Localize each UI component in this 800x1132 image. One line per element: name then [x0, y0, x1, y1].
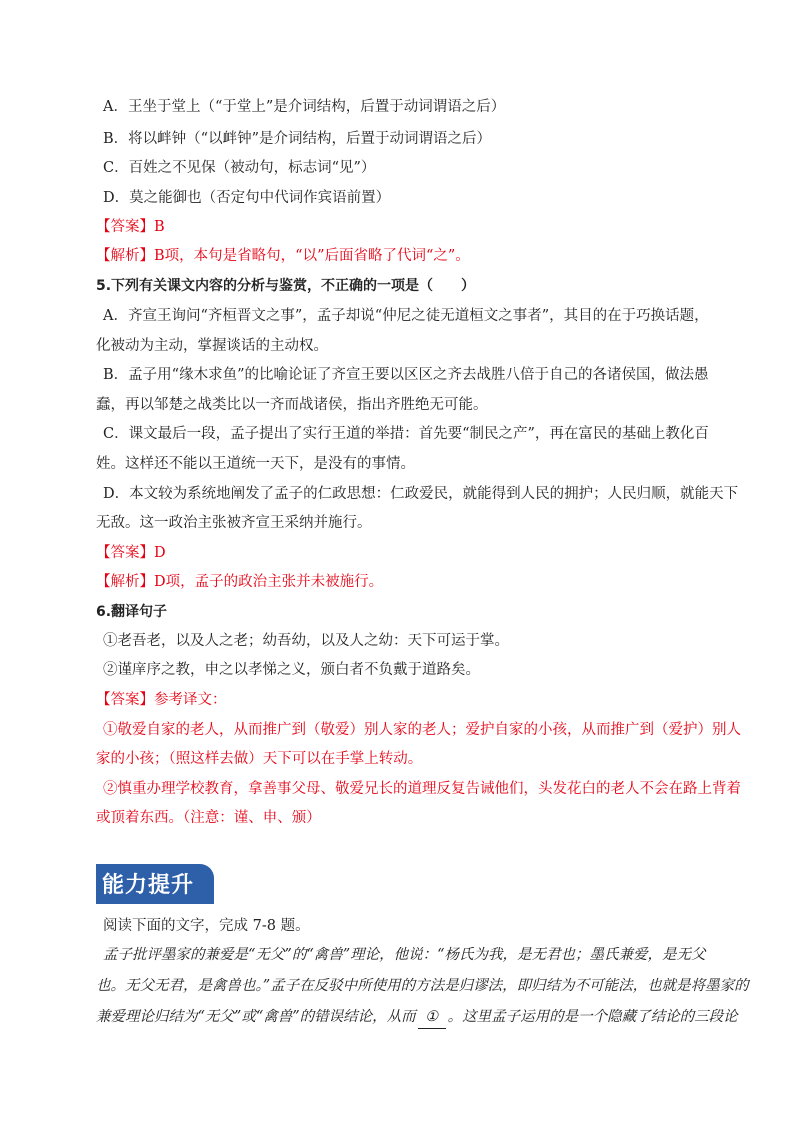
- reading-paragraph-line2: 也。无父无君，是禽兽也。”孟子在反驳中所使用的方法是归谬法，即归结为不可能法，也就是将墨家的: [96, 978, 749, 994]
- answer-value: 参考译文：: [154, 692, 227, 708]
- q4-analysis: [96, 245, 470, 267]
- reading-text-before-blank: 兼爱理论归结为“无父”或“禽兽”的错误结论，从而: [96, 1009, 416, 1025]
- q6-translation-1-line1: ①敬爱自家的老人，从而推广到（敬爱）别人家的老人；爱护自家的小孩，从而推广到（爱护）别人: [103, 722, 741, 738]
- q6-sentence-2: ②谨庠序之教，申之以孝悌之义，颁白者不负戴于道路矣。: [103, 662, 480, 678]
- reading-intro: 阅读下面的文字，完成 7-8 题。: [103, 918, 310, 934]
- reading-text-after-blank: 。这里孟子运用的是一个隐藏了结论的三段论: [447, 1009, 738, 1025]
- analysis-label: 【解析】: [96, 574, 154, 590]
- q4-option-d: D．莫之能御也（否定句中代词作宾语前置）: [103, 190, 391, 206]
- q5-analysis: [96, 571, 383, 593]
- answer-label: 【答案】: [96, 219, 154, 235]
- q6-sentence-1: ①老吾老，以及人之老；幼吾幼，以及人之幼：天下可运于掌。: [103, 633, 509, 649]
- analysis-label: 【解析】: [96, 248, 154, 264]
- fill-in-blank: ①: [418, 1006, 446, 1029]
- q5-option-b-line1: B．孟子用“缘木求鱼”的比喻论证了齐宣王要以区区之齐去战胜八倍于自己的各诸侯国，做法愚: [103, 367, 709, 383]
- q6-translation-2-line1: ②慎重办理学校教育，拿善事父母、敬爱兄长的道理反复告诫他们，头发花白的老人不会在路上背着: [103, 781, 741, 797]
- answer-label: 【答案】: [96, 545, 154, 561]
- q6-translation-2-line2: 或顶着东西。（注意：谨、申、颁）: [96, 810, 321, 826]
- q5-answer: [96, 542, 166, 564]
- reading-paragraph-line3: [96, 1006, 738, 1029]
- q4-option-a: A．王坐于堂上（“于堂上”是介词结构，后置于动词谓语之后）: [103, 99, 506, 115]
- q5-option-a-line2: 化被动为主动，掌握谈话的主动权。: [96, 338, 328, 354]
- q5-option-c-line1: C．课文最后一段，孟子提出了实行王道的举措：首先要“制民之产”，再在富民的基础上教化百: [103, 426, 709, 442]
- q4-option-b: B．将以衅钟（“以衅钟”是介词结构，后置于动词谓语之后）: [103, 131, 491, 147]
- section-header: [96, 864, 214, 904]
- analysis-text: D项，孟子的政治主张并未被施行。: [154, 574, 384, 590]
- q6-translation-1-line2: 家的小孩；（照这样去做）天下可以在手掌上转动。: [96, 751, 423, 767]
- q5-option-a-line1: A．齐宣王询问“齐桓晋文之事”，孟子却说“仲尼之徒无道桓文之事者”，其目的在于巧换话题，: [103, 308, 709, 324]
- answer-value: B: [154, 219, 165, 235]
- answer-value: D: [154, 545, 166, 561]
- answer-label: 【答案】: [96, 692, 154, 708]
- q5-option-c-line2: 姓。这样还不能以王道统一天下，是没有的事情。: [96, 456, 415, 472]
- q4-answer: [96, 216, 165, 238]
- q5-option-d-line1: D．本文较为系统地阐发了孟子的仁政思想：仁政爱民，就能得到人民的拥护；人民归顺，就能天下: [103, 486, 739, 502]
- analysis-text: B项，本句是省略句，“以”后面省略了代词“之”。: [154, 248, 470, 264]
- q5-option-b-line2: 蠢，再以邹楚之战类比以一齐而战诸侯，指出齐胜绝无可能。: [96, 397, 488, 413]
- q5-option-d-line2: 无敌。这一政治主张被齐宣王采纳并施行。: [96, 515, 372, 531]
- q5-question: 5.下列有关课文内容的分析与鉴赏，不正确的一项是（ ）: [96, 278, 476, 294]
- q4-option-c: C．百姓之不见保（被动句，标志词“见”）: [103, 160, 376, 176]
- q6-question: 6.翻译句子: [96, 604, 168, 620]
- reading-paragraph-line1: 孟子批评墨家的兼爱是“无父”的“禽兽”理论，他说：“杨氏为我，是无君也；墨氏兼爱，是无父: [103, 947, 706, 963]
- q6-answer: [96, 689, 227, 711]
- section-title: 能力提升: [102, 873, 195, 898]
